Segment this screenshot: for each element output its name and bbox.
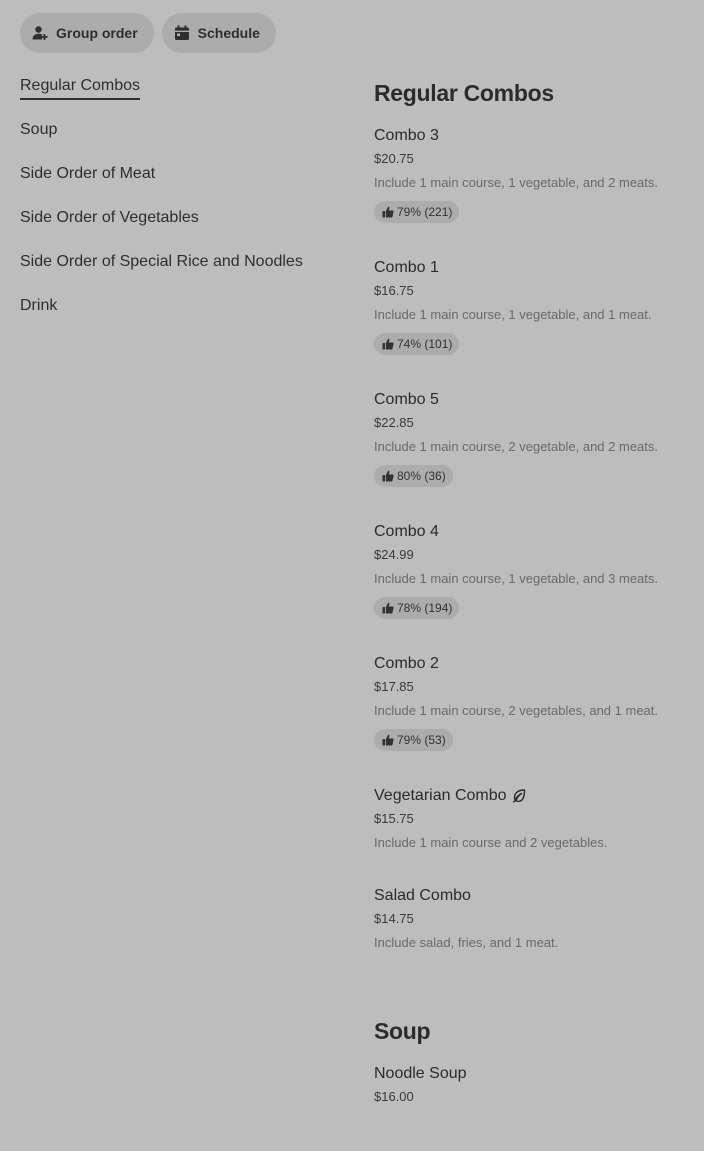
menu-item-combo-2[interactable] bbox=[374, 654, 694, 786]
item-name: Combo 4 bbox=[374, 523, 439, 540]
item-name-row bbox=[374, 786, 694, 806]
rating-text: 78% (194) bbox=[397, 601, 453, 615]
rating-text: 79% (53) bbox=[397, 733, 446, 747]
section-title: Soup bbox=[374, 1018, 431, 1044]
menu-item-combo-4[interactable] bbox=[374, 522, 694, 654]
thumbs-up-icon bbox=[382, 602, 394, 614]
nav-item-drink[interactable] bbox=[20, 296, 350, 340]
nav-item-label: Regular Combos bbox=[20, 76, 140, 100]
item-price: $17.85 bbox=[374, 679, 414, 694]
item-description: Include 1 main course, 2 vegetables, and 1 meat. bbox=[374, 703, 659, 718]
section-title: Regular Combos bbox=[374, 80, 554, 106]
person-add-icon bbox=[32, 25, 48, 41]
nav-item-soup[interactable] bbox=[20, 120, 350, 164]
rating-badge bbox=[374, 729, 453, 751]
toolbar bbox=[20, 13, 276, 53]
rating-badge bbox=[374, 597, 459, 619]
nav-item-label: Side Order of Meat bbox=[20, 165, 156, 182]
nav-item-label: Drink bbox=[20, 297, 58, 314]
item-description: Include 1 main course, 1 vegetable, and 2 meats. bbox=[374, 175, 659, 190]
group-order-label: Group order bbox=[56, 25, 138, 41]
menu-item-salad-combo[interactable] bbox=[374, 886, 694, 1002]
menu-item-combo-1[interactable] bbox=[374, 258, 694, 390]
item-name: Combo 1 bbox=[374, 259, 439, 276]
section-regular-combos bbox=[374, 78, 694, 1002]
thumbs-up-icon bbox=[382, 734, 394, 746]
section-soup bbox=[374, 1002, 694, 1124]
rating-text: 80% (36) bbox=[397, 469, 446, 483]
item-description: Include 1 main course, 1 vegetable, and 1 meat. bbox=[374, 307, 652, 322]
item-price: $15.75 bbox=[374, 811, 414, 826]
rating-badge bbox=[374, 465, 453, 487]
menu-item-noodle-soup[interactable] bbox=[374, 1064, 694, 1124]
item-name: Combo 2 bbox=[374, 655, 439, 672]
rating-text: 74% (101) bbox=[397, 337, 453, 351]
item-description: Include 1 main course and 2 vegetables. bbox=[374, 835, 608, 850]
nav-item-label: Side Order of Special Rice and Noodles bbox=[20, 253, 303, 270]
rating-text: 79% (221) bbox=[397, 205, 453, 219]
rating-badge bbox=[374, 201, 459, 223]
schedule-button[interactable] bbox=[162, 13, 276, 53]
leaf-icon bbox=[512, 789, 526, 803]
menu-item-combo-3[interactable] bbox=[374, 126, 694, 258]
item-name: Combo 3 bbox=[374, 127, 439, 144]
item-price: $16.00 bbox=[374, 1089, 414, 1104]
nav-item-label: Side Order of Vegetables bbox=[20, 209, 199, 226]
item-price: $20.75 bbox=[374, 151, 414, 166]
item-name: Noodle Soup bbox=[374, 1065, 467, 1082]
item-name: Combo 5 bbox=[374, 391, 439, 408]
menu-item-combo-5[interactable] bbox=[374, 390, 694, 522]
item-description: Include 1 main course, 2 vegetable, and 2 meats. bbox=[374, 439, 659, 454]
group-order-button[interactable] bbox=[20, 13, 154, 53]
item-price: $14.75 bbox=[374, 911, 414, 926]
rating-badge bbox=[374, 333, 459, 355]
schedule-label: Schedule bbox=[197, 25, 260, 41]
item-price: $24.99 bbox=[374, 547, 414, 562]
item-name: Salad Combo bbox=[374, 887, 471, 904]
category-nav bbox=[20, 76, 350, 340]
thumbs-up-icon bbox=[382, 206, 394, 218]
item-description: Include 1 main course, 1 vegetable, and 3 meats. bbox=[374, 571, 659, 586]
menu-item-vegetarian-combo[interactable] bbox=[374, 786, 694, 886]
item-description: Include salad, fries, and 1 meat. bbox=[374, 935, 559, 950]
nav-item-label: Soup bbox=[20, 121, 58, 138]
thumbs-up-icon bbox=[382, 338, 394, 350]
menu-content bbox=[374, 78, 694, 1124]
nav-item-side-order-of-vegetables[interactable] bbox=[20, 208, 350, 252]
nav-item-side-order-of-special-rice-and-noodles[interactable] bbox=[20, 252, 350, 296]
thumbs-up-icon bbox=[382, 470, 394, 482]
calendar-icon bbox=[174, 25, 190, 41]
item-price: $22.85 bbox=[374, 415, 414, 430]
nav-item-regular-combos[interactable] bbox=[20, 76, 350, 120]
item-price: $16.75 bbox=[374, 283, 414, 298]
nav-item-side-order-of-meat[interactable] bbox=[20, 164, 350, 208]
item-name: Vegetarian Combo bbox=[374, 787, 507, 804]
